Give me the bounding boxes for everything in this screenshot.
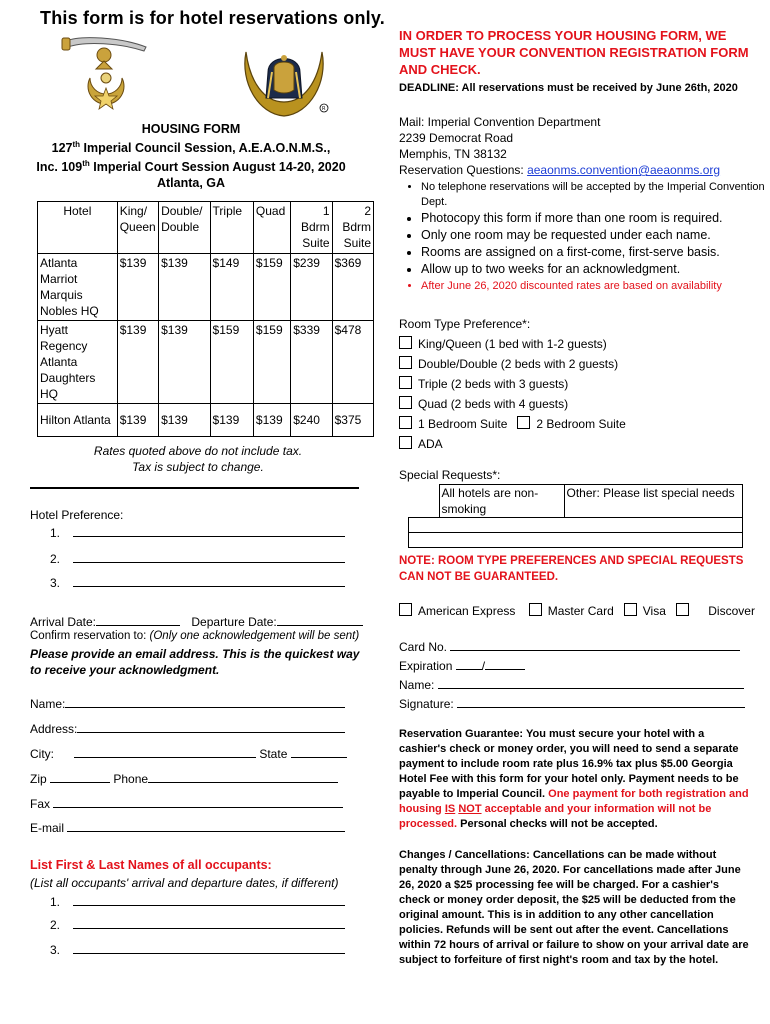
confirm-note: (Only one acknowledgement will be sent) [149, 630, 360, 642]
table-cell: $149 [210, 254, 253, 321]
table-row [38, 404, 374, 437]
name-label: Name: [30, 697, 66, 711]
session-line-1: 127th Imperial Council Session, A.E.A.O.N.M.S., [51, 140, 331, 156]
section-divider [30, 487, 359, 489]
checkbox-icon[interactable] [399, 356, 412, 369]
address-row [30, 720, 345, 736]
dates-row [30, 613, 363, 629]
departure-date-label: Departure Date: [191, 615, 277, 629]
checkbox-icon[interactable] [529, 603, 542, 616]
table-row [38, 254, 374, 321]
svg-text:R: R [322, 106, 326, 112]
daughters-emblem-logo [238, 42, 330, 120]
guarantee-warning: One payment for both registration and housing [399, 788, 749, 815]
occupant-1[interactable]: 1. [50, 893, 345, 909]
deadline-notice: DEADLINE: All reservations must be received by June 26th, 2020 [399, 82, 738, 94]
checkbox-icon[interactable] [517, 416, 530, 429]
housing-form-header [36, 121, 346, 191]
table-cell: $139 [159, 404, 210, 437]
table-header: 1 Bdrm Suite [291, 202, 332, 254]
session-line-2: Inc. 109th Imperial Court Session August 14-20, 2020 [36, 159, 346, 175]
contact-email-link[interactable]: aeaonms.convention@aeaonms.org [527, 163, 721, 177]
signature-label: Signature: [399, 697, 454, 711]
address-field[interactable] [77, 720, 345, 733]
occupant-2[interactable]: 2. [50, 916, 345, 932]
guarantee-note: NOTE: ROOM TYPE PREFERENCES AND SPECIAL REQUESTS CAN NOT BE GUARANTEED. [399, 555, 744, 583]
table-header: King/ Queen [117, 202, 158, 254]
table-header: Triple [210, 202, 253, 254]
table-header: Quad [253, 202, 290, 254]
email-label: E-mail [30, 821, 65, 835]
suite2-label: 2 Bedroom Suite [536, 417, 626, 431]
checkbox-icon[interactable] [399, 396, 412, 409]
expiration-row: Expiration / [399, 657, 525, 673]
expiration-month-field[interactable] [456, 657, 482, 670]
occupant-3[interactable]: 3. [50, 941, 345, 957]
cardholder-row [399, 676, 744, 692]
list-item: • Only one room may be requested under each name. [421, 227, 766, 244]
location: Atlanta, GA [156, 176, 226, 191]
state-label: State [259, 747, 288, 761]
table-cell: $478 [332, 321, 373, 404]
confirm-row [30, 630, 359, 642]
list-item: • Allow up to two weeks for an acknowledgment. [421, 261, 766, 278]
special-requests-table [408, 484, 743, 548]
card-number-label: Card No. [399, 640, 448, 654]
notes-list [399, 180, 766, 295]
email-note: Please provide an email address. This is the quickest way to receive your acknowledgment. [30, 647, 360, 677]
table-cell: $159 [253, 254, 290, 321]
zip-label: Zip [30, 772, 47, 786]
nonsmoking-cell: All hotels are non-smoking [439, 485, 564, 518]
questions-line: Reservation Questions: aeaonms.convention@aeaonms.org [399, 163, 721, 177]
zip-field[interactable] [50, 770, 110, 783]
table-cell: $339 [291, 321, 332, 404]
fax-row [30, 795, 343, 811]
hotel-rates-table [37, 201, 374, 437]
city-label: City: [30, 747, 54, 761]
list-item: • Rooms are assigned on a first-come, first-serve basis. [421, 244, 766, 261]
checkbox-icon[interactable] [676, 603, 689, 616]
table-header: Double/ Double [159, 202, 210, 254]
table-cell: $159 [210, 321, 253, 404]
expiration-year-field[interactable] [485, 657, 525, 670]
card-type-row [399, 603, 755, 618]
room-option-suites [399, 414, 626, 434]
address-line: 2239 Democrat Road [399, 131, 514, 145]
cancellation-policy: Changes / Cancellations: Cancellations can be made without penalty through June 26, 2020. For cancellations made after June 26, 2020 a $25 processing fee will be charged. For a cashier's check or money order deposit, the $25 will be deducted from the original amount. This is in addition to any other cancellation policies. Refunds will be sent out after the event. Cancellations within 72 hours of arrival or failure to show on your arrival date are subject to forfeiture of first night's room and tax by the hotel. [399, 849, 749, 966]
table-cell: $240 [291, 404, 332, 437]
checkbox-icon[interactable] [399, 603, 412, 616]
signature-field[interactable] [457, 695, 745, 708]
table-cell: $139 [117, 321, 158, 404]
room-option-triple[interactable]: Triple (2 beds with 3 guests) [399, 374, 626, 394]
room-option-king[interactable]: King/Queen (1 bed with 1-2 guests) [399, 334, 626, 354]
table-cell: $375 [332, 404, 373, 437]
table-cell: Atlanta Marriot Marquis Nobles HQ [38, 254, 118, 321]
mail-block [399, 114, 720, 178]
table-cell: $139 [253, 404, 290, 437]
checkbox-icon[interactable] [399, 416, 412, 429]
hotel-preference-label: Hotel Preference: [30, 508, 124, 522]
other-needs-cell: Other: Please list special needs [564, 485, 743, 518]
checkbox-icon[interactable] [399, 336, 412, 349]
card-number-row [399, 638, 740, 654]
suite1-label: 1 Bedroom Suite [418, 417, 508, 431]
checkbox-icon[interactable] [624, 603, 637, 616]
room-option-ada[interactable]: ADA [399, 434, 626, 454]
phone-label: Phone [113, 772, 149, 786]
list-item: • No telephone reservations will be accepted by the Imperial Convention Dept. [421, 180, 766, 210]
mail-line: Mail: Imperial Convention Department [399, 115, 601, 129]
city-row [30, 745, 347, 761]
hotel-preference-3[interactable]: 3. [50, 574, 345, 590]
fax-field[interactable] [53, 795, 343, 808]
zip-row [30, 770, 338, 786]
rates-note [38, 443, 358, 475]
cardholder-field[interactable] [438, 676, 744, 689]
occupants-subtitle: (List all occupants' arrival and departure dates, if different) [30, 876, 339, 890]
table-cell: $159 [253, 321, 290, 404]
tax-note-line: Tax is subject to change. [132, 460, 264, 474]
card-number-field[interactable] [450, 638, 740, 651]
table-header-row [38, 202, 374, 254]
signature-row [399, 695, 745, 711]
name-row [30, 695, 345, 711]
card-amex[interactable]: American Express [399, 604, 515, 618]
fax-label: Fax [30, 797, 51, 811]
card-mastercard[interactable]: Master Card [529, 604, 614, 618]
checkbox-icon[interactable] [399, 376, 412, 389]
name-field[interactable] [65, 695, 345, 708]
list-item: • Photocopy this form if more than one room is required. [421, 210, 766, 227]
room-type-section [399, 314, 626, 454]
state-field[interactable] [291, 745, 347, 758]
rates-note-line: Rates quoted above do not include tax. [93, 444, 303, 458]
process-notice: IN ORDER TO PROCESS YOUR HOUSING FORM, WE MUST HAVE YOUR CONVENTION REGISTRATION FORM AND CHECK. [399, 28, 749, 77]
table-cell: $369 [332, 254, 373, 321]
list-item: • After June 26, 2020 discounted rates are based on availability [421, 278, 766, 295]
table-header: 2 Bdrm Suite [332, 202, 373, 254]
special-request-line[interactable] [409, 518, 743, 533]
expiration-label: Expiration [399, 659, 453, 673]
email-field[interactable] [67, 819, 345, 832]
room-option-quad[interactable]: Quad (2 beds with 4 guests) [399, 394, 626, 414]
special-requests-label: Special Requests*: [399, 468, 501, 482]
arrival-date-label: Arrival Date: [30, 615, 97, 629]
table-cell: $139 [159, 321, 210, 404]
table-cell: $139 [159, 254, 210, 321]
page-title: This form is for hotel reservations only. [40, 8, 385, 28]
arrival-date-field[interactable] [96, 613, 180, 626]
table-cell: Hyatt Regency Atlanta Daughters HQ [38, 321, 118, 404]
special-request-line[interactable] [409, 533, 743, 548]
table-cell: $139 [117, 254, 158, 321]
departure-date-field[interactable] [277, 613, 363, 626]
card-discover[interactable]: Discover [676, 604, 755, 618]
table-cell: $139 [210, 404, 253, 437]
city-field[interactable] [74, 745, 256, 758]
housing-form-heading: HOUSING FORM [141, 122, 241, 136]
table-cell: Hilton Atlanta [38, 404, 118, 437]
table-row [38, 321, 374, 404]
shrine-emblem-logo [60, 33, 150, 118]
table-cell: $239 [291, 254, 332, 321]
table-cell: $139 [117, 404, 158, 437]
checkbox-icon[interactable] [399, 436, 412, 449]
address-label: Address: [30, 722, 78, 736]
table-header: Hotel [38, 202, 118, 254]
guarantee-text: Reservation Guarantee: You must secure your hotel with a cashier's check or money order, you will need to send a separate payment to include room rate plus 16.9% tax plus $5.00 Georgia Hotel Fee with this form for your hotel only. Payment needs to be payable to Imperial Council. [399, 728, 739, 800]
city-line: Memphis, TN 38132 [399, 147, 507, 161]
cardholder-label: Name: [399, 678, 435, 692]
hotel-preference-1[interactable]: 1. [50, 524, 345, 540]
email-row [30, 819, 345, 835]
confirm-label: Confirm reservation to: [30, 630, 147, 642]
phone-field[interactable] [148, 770, 338, 783]
reservation-guarantee: Reservation Guarantee: You must secure your hotel with a cashier's check or money order, you will need to send a separate payment to include room rate plus 16.9% tax plus $5.00 Georgia Hotel Fee with this form for your hotel only. Payment needs to be payable to Imperial Council. One payment for both registration and housing IS NOT acceptable and your information will not be processed. Personal checks will not be accepted. [399, 728, 749, 830]
hotel-preference-2[interactable]: 2. [50, 550, 345, 566]
personal-checks-note: Personal checks will not be accepted. [460, 818, 658, 830]
occupants-title: List First & Last Names of all occupants: [30, 858, 272, 872]
room-type-label: Room Type Preference*: [399, 317, 531, 331]
room-option-double[interactable]: Double/Double (2 beds with 2 guests) [399, 354, 626, 374]
card-visa[interactable]: Visa [624, 604, 666, 618]
